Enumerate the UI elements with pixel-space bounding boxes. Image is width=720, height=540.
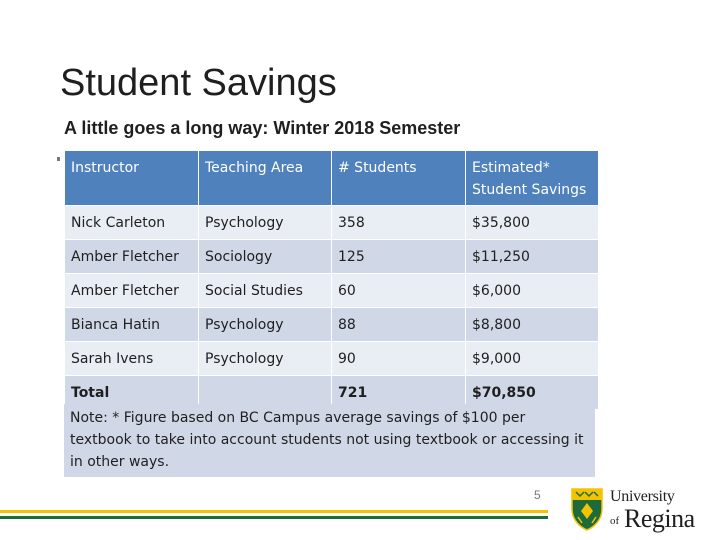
cell-savings: $35,800 — [466, 206, 598, 239]
total-students: 721 — [332, 376, 465, 409]
footer-rule-green — [0, 516, 548, 519]
cell-students: 60 — [332, 274, 465, 307]
cell-instructor: Amber Fletcher — [65, 274, 198, 307]
total-savings: $70,850 — [466, 376, 598, 409]
logo-university: University — [610, 488, 675, 505]
cell-instructor: Bianca Hatin — [65, 308, 198, 341]
table-header-row — [65, 151, 598, 205]
cell-teaching-area: Social Studies — [199, 274, 331, 307]
cell-students: 125 — [332, 240, 465, 273]
cell-instructor: Nick Carleton — [65, 206, 198, 239]
header-students: # Students — [332, 151, 465, 205]
slide-title: Student Savings — [60, 62, 337, 104]
cell-teaching-area: Psychology — [199, 206, 331, 239]
cell-savings: $6,000 — [466, 274, 598, 307]
cell-students: 88 — [332, 308, 465, 341]
cell-instructor: Sarah Ivens — [65, 342, 198, 375]
logo-regina: Regina — [624, 504, 695, 533]
cell-savings: $11,250 — [466, 240, 598, 273]
slide-subtitle: A little goes a long way: Winter 2018 Semester — [64, 118, 461, 138]
cell-teaching-area: Psychology — [199, 342, 331, 375]
cell-instructor: Amber Fletcher — [65, 240, 198, 273]
table-row — [65, 206, 598, 239]
cell-students: 358 — [332, 206, 465, 239]
savings-table — [64, 150, 599, 410]
table-row — [65, 274, 598, 307]
crest-icon — [570, 487, 604, 531]
footer-rule-yellow — [0, 510, 548, 513]
cell-savings: $8,800 — [466, 308, 598, 341]
table-row — [65, 308, 598, 341]
cell-students: 90 — [332, 342, 465, 375]
total-label: Total — [65, 376, 198, 409]
header-teaching-area: Teaching Area — [199, 151, 331, 205]
logo-of: of — [610, 515, 620, 527]
cell-teaching-area: Sociology — [199, 240, 331, 273]
cell-teaching-area: Psychology — [199, 308, 331, 341]
table-row — [65, 240, 598, 273]
table-row — [65, 342, 598, 375]
bullet-marker — [57, 157, 60, 161]
header-instructor: Instructor — [65, 151, 198, 205]
header-estimated-savings: Estimated* Student Savings — [466, 151, 598, 205]
university-logo — [570, 487, 720, 537]
page-number: 5 — [534, 488, 541, 502]
footnote: Note: * Figure based on BC Campus average savings of $100 per textbook to take into account students not using textbook or accessing it in other ways. — [64, 404, 595, 477]
cell-savings: $9,000 — [466, 342, 598, 375]
